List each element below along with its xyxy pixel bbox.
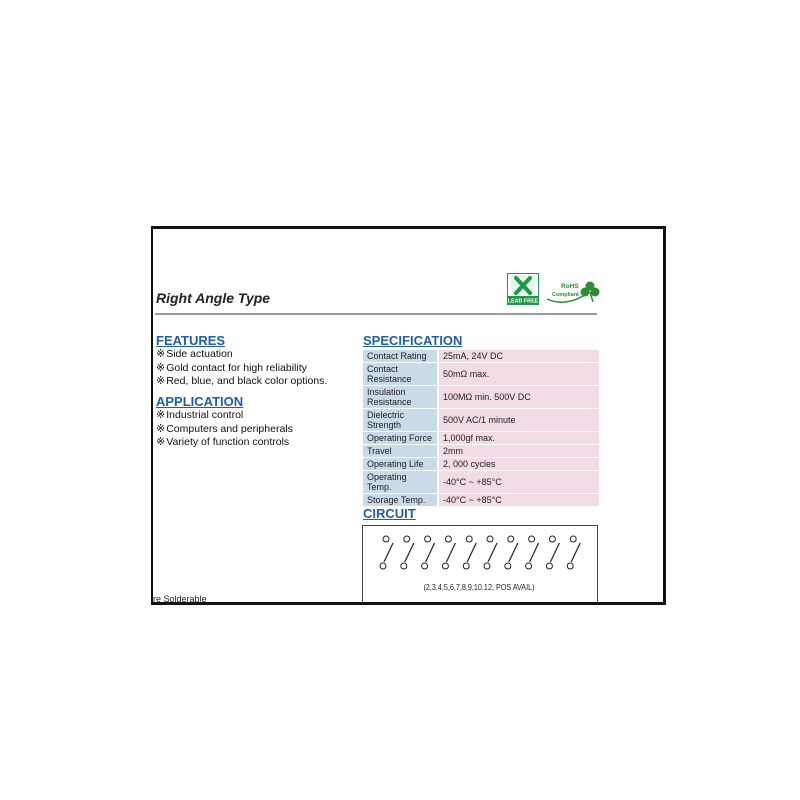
list-item: ※Gold contact for high reliability [156, 361, 307, 374]
switch-terminal [380, 563, 386, 569]
table-row [363, 494, 599, 506]
switch-terminal [401, 563, 407, 569]
switch-terminal [567, 563, 573, 569]
spec-value: 50mΩ max. [437, 363, 599, 385]
rohs-compliant-badge [545, 277, 601, 305]
spec-value: -40°C ~ +85°C [437, 471, 599, 493]
lead-free-label: LEAD FREE [507, 298, 539, 305]
spec-value: 1,000gf max. [437, 432, 599, 444]
switch-terminal [546, 563, 552, 569]
switch-lever [384, 543, 393, 562]
switch-terminal [549, 536, 555, 542]
circuit-caption: (2,3,4,5,6,7,8,9,10,12, POS AVAIL) [423, 582, 535, 593]
switch-terminal [466, 536, 472, 542]
table-row [363, 363, 599, 385]
spec-label: Operating Force [363, 432, 437, 444]
table-row [363, 386, 599, 408]
bottom-note: re Solderable [153, 594, 207, 604]
switch-terminal [425, 536, 431, 542]
application-list [156, 409, 293, 450]
switch-lever [426, 543, 435, 562]
spec-value: 2mm [437, 445, 599, 457]
switch-lever [467, 543, 476, 562]
features-list [156, 348, 327, 389]
lead-free-badge [507, 273, 539, 305]
spec-label: Operating Temp. [363, 471, 437, 493]
spec-label: Storage Temp. [363, 494, 437, 506]
list-item: ※Red, blue, and black color options. [156, 375, 328, 387]
circuit-diagram [362, 525, 598, 605]
switch-terminal [463, 563, 469, 569]
spec-value: 500V AC/1 minute [437, 409, 599, 431]
spec-label: Contact Resistance [363, 363, 437, 385]
switch-symbol [380, 536, 393, 569]
switch-lever [488, 543, 497, 562]
spec-label: Operating Life [363, 458, 437, 470]
reference-mark-icon: ※ [156, 409, 166, 421]
table-row [363, 409, 599, 431]
switch-symbol [484, 536, 497, 569]
switch-terminal [526, 563, 532, 569]
spec-label: Dielectric Strength [363, 409, 437, 431]
switch-terminal [508, 536, 514, 542]
switch-lever [446, 543, 455, 562]
switch-symbol [401, 536, 414, 569]
list-item: ※Variety of function controls [156, 436, 290, 448]
specification-table [363, 349, 599, 507]
switch-terminal [422, 563, 428, 569]
switch-terminal [487, 536, 493, 542]
spec-value: 25mA, 24V DC [437, 350, 599, 362]
switch-terminal [570, 536, 576, 542]
switch-symbol [505, 536, 518, 569]
page-title: Right Angle Type [156, 290, 271, 306]
title-divider [155, 313, 597, 315]
rohs-label: RoHS [561, 283, 579, 290]
switch-lever [550, 543, 559, 562]
spec-label: Contact Rating [363, 350, 437, 362]
switch-lever [509, 543, 518, 562]
switch-lever [405, 543, 414, 562]
datasheet-panel [151, 226, 666, 605]
reference-mark-icon: ※ [156, 436, 166, 448]
table-row [363, 350, 599, 362]
reference-mark-icon: ※ [156, 422, 166, 435]
table-row [363, 445, 599, 457]
switch-terminal [484, 563, 490, 569]
list-item: ※Industrial control [156, 409, 244, 421]
reference-mark-icon: ※ [156, 375, 166, 387]
switch-terminal [445, 536, 451, 542]
specification-heading: SPECIFICATION [363, 333, 463, 348]
switch-lever [530, 543, 539, 562]
table-row [363, 458, 599, 470]
spec-value: 100MΩ min. 500V DC [437, 386, 599, 408]
spec-label: Travel [363, 445, 437, 457]
switch-symbol [546, 536, 559, 569]
switch-symbol [422, 536, 435, 569]
list-item: ※Computers and peripherals [156, 422, 293, 435]
switch-symbol [442, 536, 455, 569]
switch-symbol [526, 536, 539, 569]
switch-terminal [505, 563, 511, 569]
circuit-schematic [363, 526, 597, 605]
features-heading: FEATURES [156, 333, 226, 348]
switch-symbol [463, 536, 476, 569]
spec-value: 2, 000 cycles [437, 458, 599, 470]
reference-mark-icon: ※ [156, 361, 166, 374]
switch-terminal [404, 536, 410, 542]
list-item: ※Side actuation [156, 348, 233, 360]
spec-label: Insulation Resistance [363, 386, 437, 408]
table-row [363, 471, 599, 493]
circuit-heading: CIRCUIT [363, 506, 416, 521]
switch-terminal [529, 536, 535, 542]
switch-lever [571, 543, 580, 562]
application-heading: APPLICATION [156, 394, 244, 409]
switch-terminal [383, 536, 389, 542]
spec-value: -40°C ~ +85°C [437, 494, 599, 506]
switch-terminal [442, 563, 448, 569]
table-row [363, 432, 599, 444]
clover-icon [581, 282, 600, 303]
reference-mark-icon: ※ [156, 348, 166, 360]
compliant-label: Compliant [552, 292, 579, 298]
switch-symbol [567, 536, 580, 569]
